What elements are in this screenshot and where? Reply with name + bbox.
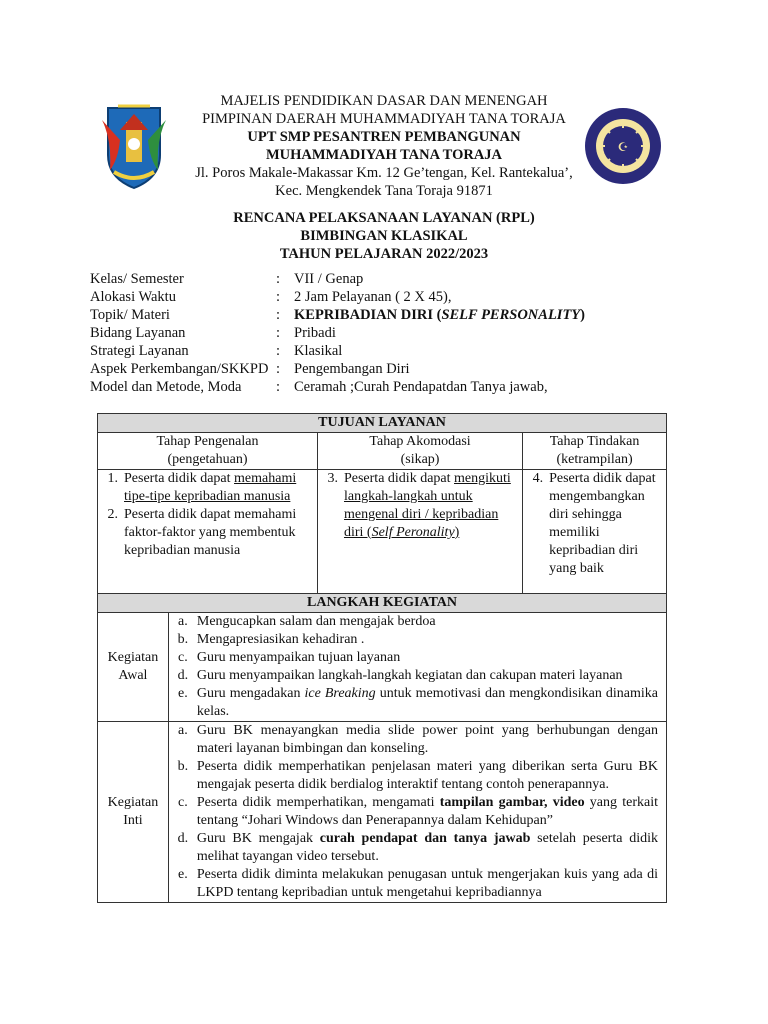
item-number: 1. — [107, 471, 118, 486]
identity-value: VII / Genap — [294, 271, 364, 287]
col-akomodasi-header — [317, 433, 522, 470]
step-text — [197, 794, 666, 830]
item-text: Peserta didik dapat memahami faktor-faktor yang membentuk kepribadian manusia — [124, 507, 297, 558]
identity-label: Alokasi Waktu — [90, 289, 176, 305]
tujuan-heading: TUJUAN LAYANAN — [98, 414, 667, 433]
rpl-table — [97, 413, 667, 903]
step-text: Guru BK menayangkan media slide power point yang berhubungan dengan materi layanan bimbingan dan konseling. — [196, 723, 658, 756]
step-item — [169, 613, 666, 631]
step-text-part: yang terkait tentang “Johari Windows dan Penerapannya dalam Kehidupan” — [196, 795, 658, 828]
identity-value: Pribadi — [294, 325, 336, 341]
identity-label: Aspek Perkembangan/SKKPD — [90, 361, 269, 377]
title-line-1: RENCANA PELAKSANAAN LAYANAN (RPL) — [233, 210, 535, 226]
step-text-bold: tampilan gambar, video — [439, 795, 585, 810]
step-text-part: setelah peserta didik melihat tayangan video tersebut. — [196, 831, 658, 864]
item-text-italic: Self Peronality — [371, 525, 455, 540]
identity-section — [90, 270, 734, 396]
title-line-3: TAHUN PELAJARAN 2022/2023 — [279, 246, 489, 262]
kegiatan-awal-steps — [168, 613, 666, 722]
item-text-part: Peserta didik dapat — [124, 471, 235, 486]
tujuan-akomodasi-cell — [317, 470, 522, 594]
step-text: Peserta didik memperhatikan penjelasan materi yang diberikan serta Guru BK mengajak peserta didik berdialog interaktif tentang contoh penerapannya. — [196, 759, 658, 792]
step-item — [169, 667, 666, 685]
identity-label: Strategi Layanan — [90, 343, 189, 359]
identity-label: Kelas/ Semester — [90, 271, 184, 287]
identity-row — [90, 360, 734, 378]
header-address-1: Jl. Poros Makale-Makassar Km. 12 Ge’tengan, Kel. Rantekalua’, — [195, 165, 573, 181]
step-item — [169, 830, 666, 866]
document-title — [0, 209, 768, 263]
step-item — [169, 685, 666, 721]
step-text: Guru menyampaikan langkah-langkah kegiatan dan cakupan materi layanan — [196, 668, 623, 683]
topic-italic: SELF PERSONALITY — [441, 307, 581, 323]
col3-subtitle: (ketrampilan) — [556, 452, 633, 467]
identity-label: Bidang Layanan — [90, 325, 186, 341]
identity-colon: : — [276, 271, 281, 287]
step-text: Mengapresiasikan kehadiran . — [196, 632, 365, 647]
step-item — [169, 758, 666, 794]
tujuan-list — [98, 470, 313, 560]
step-letter: a. — [178, 723, 188, 738]
identity-row — [90, 288, 734, 306]
step-text: Mengucapkan salam dan mengajak berdoa — [196, 614, 436, 629]
list-item — [523, 470, 662, 578]
step-item — [169, 631, 666, 649]
step-text-part: Guru BK mengajak — [196, 831, 320, 846]
steps-list — [169, 613, 666, 721]
header-line-3: UPT SMP PESANTREN PEMBANGUNAN — [247, 129, 521, 145]
col1-subtitle: (pengetahuan) — [167, 452, 248, 467]
item-number: 2. — [107, 507, 118, 522]
identity-colon: : — [276, 307, 281, 323]
identity-row — [90, 306, 734, 324]
item-number: 4. — [532, 471, 544, 486]
title-line-2: BIMBINGAN KLASIKAL — [300, 228, 468, 244]
step-letter: d. — [177, 831, 189, 846]
item-text — [124, 470, 313, 506]
step-text: Guru menyampaikan tujuan layanan — [196, 650, 401, 665]
step-text-part: untuk memotivasi dan mengkondisikan dinamika kelas. — [196, 686, 658, 719]
identity-colon: : — [276, 361, 281, 377]
tujuan-list — [523, 470, 662, 578]
svg-text:☪: ☪ — [617, 140, 629, 154]
step-text-italic: ice Breaking — [304, 686, 376, 701]
col1-title: Tahap Pengenalan — [156, 434, 259, 449]
identity-row — [90, 378, 734, 396]
col3-title: Tahap Tindakan — [549, 434, 640, 449]
item-text-underlined: memahami tipe-tipe kepribadian manusia — [124, 471, 297, 504]
step-item — [169, 866, 666, 902]
identity-colon: : — [276, 343, 281, 359]
tujuan-tindakan-cell — [523, 470, 667, 594]
identity-label: Topik/ Materi — [90, 307, 170, 323]
identity-colon: : — [276, 379, 281, 395]
item-number: 3. — [327, 471, 338, 486]
step-letter: e. — [178, 867, 188, 882]
identity-value-topic — [294, 306, 734, 324]
item-text: Peserta didik dapat mengembangkan diri sehingga memiliki kepribadian diri yang baik — [549, 471, 656, 576]
tujuan-pengenalan-cell — [98, 470, 318, 594]
col-tindakan-header — [523, 433, 667, 470]
step-text — [197, 685, 666, 721]
kegiatan-inti-label — [98, 722, 169, 903]
label-line: Kegiatan — [107, 650, 159, 665]
step-letter: e. — [178, 686, 188, 701]
step-letter: b. — [177, 759, 189, 774]
letterhead — [0, 92, 768, 200]
step-text: Peserta didik diminta melakukan penugasan untuk mengerjakan kuis yang ada di LKPD tentang kepribadian untuk mengetahui kepribadiannya — [196, 867, 658, 900]
identity-value: Pengembangan Diri — [294, 361, 410, 377]
list-item — [98, 506, 313, 560]
identity-row — [90, 342, 734, 360]
identity-row — [90, 324, 734, 342]
header-address-2: Kec. Mengkendek Tana Toraja 91871 — [275, 183, 493, 199]
step-letter: c. — [178, 650, 188, 665]
kegiatan-awal-label — [98, 613, 169, 722]
identity-label: Model dan Metode, Moda — [90, 379, 242, 395]
identity-colon: : — [276, 289, 281, 305]
label-line: Kegiatan — [107, 795, 159, 810]
step-item — [169, 649, 666, 667]
step-item — [169, 722, 666, 758]
tujuan-list — [318, 470, 518, 542]
item-text-part: Peserta didik dapat — [343, 471, 455, 486]
step-text-bold: curah pendapat dan tanya jawab — [319, 831, 531, 846]
identity-row — [90, 270, 734, 288]
steps-list — [169, 722, 666, 902]
list-item — [98, 470, 313, 506]
col2-title: Tahap Akomodasi — [369, 434, 471, 449]
topic-text: KEPRIBADIAN DIRI ( — [294, 307, 442, 323]
label-line: Awal — [118, 668, 148, 683]
step-text — [197, 830, 666, 866]
item-text-part: ) — [454, 525, 460, 540]
step-letter: d. — [177, 668, 189, 683]
topic-close: ) — [580, 307, 586, 323]
list-item — [318, 470, 518, 542]
header-line-1: MAJELIS PENDIDIKAN DASAR DAN MENENGAH — [220, 93, 548, 109]
langkah-heading: LANGKAH KEGIATAN — [98, 594, 667, 613]
step-item — [169, 794, 666, 830]
col-pengenalan-header — [98, 433, 318, 470]
item-text — [344, 470, 518, 542]
header-line-4: MUHAMMADIYAH TANA TORAJA — [265, 147, 503, 163]
col2-subtitle: (sikap) — [400, 452, 440, 467]
step-letter: a. — [178, 614, 188, 629]
identity-colon: : — [276, 325, 281, 341]
kegiatan-inti-steps — [168, 722, 666, 903]
identity-value: Klasikal — [294, 343, 343, 359]
label-line: Inti — [123, 813, 143, 828]
step-letter: c. — [178, 795, 188, 810]
step-letter: b. — [177, 632, 189, 647]
identity-value: Ceramah ;Curah Pendapatdan Tanya jawab, — [294, 379, 548, 395]
header-line-2: PIMPINAN DAERAH MUHAMMADIYAH TANA TORAJA — [202, 111, 566, 127]
identity-value: 2 Jam Pelayanan ( 2 X 45), — [294, 289, 452, 305]
item-text-part: mengikuti langkah-langkah untuk mengenal diri / kepribadian diri ( — [343, 471, 511, 540]
step-text-part: Guru mengadakan — [196, 686, 305, 701]
step-text-part: Peserta didik memperhatikan, mengamati — [196, 795, 440, 810]
